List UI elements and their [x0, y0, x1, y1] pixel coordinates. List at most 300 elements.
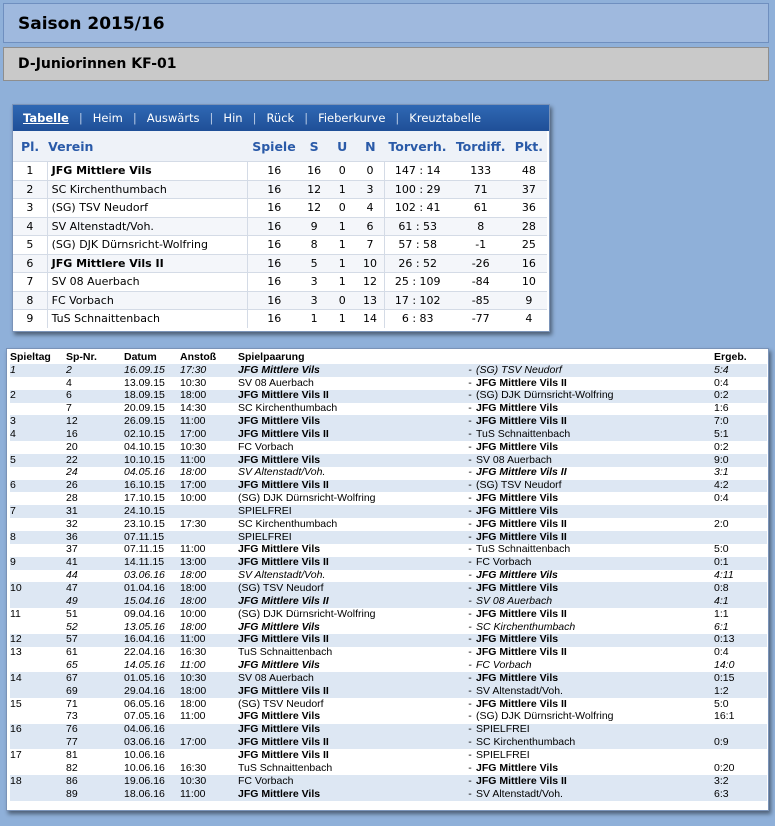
result-cell: 4:11	[714, 569, 734, 582]
rank-cell: 1	[13, 162, 47, 181]
home-team: JFG Mittlere Vils	[238, 724, 464, 737]
goal-diff-cell: 133	[451, 162, 511, 181]
wins-cell: 8	[300, 236, 328, 255]
col-header-spnr: Sp-Nr.	[66, 350, 97, 363]
matchday-cell: 5	[10, 454, 66, 467]
away-team: (SG) TSV Neudorf	[476, 480, 714, 493]
fixtures-panel	[6, 348, 769, 811]
date-cell: 16.04.16	[124, 634, 180, 647]
matchday-cell: 16	[10, 724, 66, 737]
standings-row	[13, 310, 547, 328]
away-team: JFG Mittlere Vils	[476, 582, 714, 595]
kickoff-cell: 10:30	[180, 441, 207, 453]
losses-cell: 12	[356, 273, 384, 292]
standings-row	[13, 291, 547, 310]
vs-dash: -	[468, 659, 472, 672]
away-team: FC Vorbach	[476, 557, 714, 570]
away-team: JFG Mittlere Vils	[476, 569, 558, 582]
col-header-n[interactable]: N	[356, 131, 384, 162]
match-number-cell: 6	[66, 390, 124, 403]
vs-dash: -	[468, 710, 472, 723]
team-name: (SG) TSV Neudorf	[47, 199, 248, 218]
vs-dash: -	[464, 685, 476, 698]
team-name: JFG Mittlere Vils	[47, 162, 248, 181]
kickoff-cell: 17:30	[180, 364, 238, 377]
kickoff-cell: 17:00	[180, 480, 238, 493]
away-team: JFG Mittlere Vils II	[476, 518, 567, 530]
fixture-row	[10, 480, 767, 493]
vs-dash: -	[468, 762, 472, 774]
vs-dash: -	[464, 505, 476, 518]
losses-cell: 4	[356, 199, 384, 218]
rank-cell: 9	[13, 310, 47, 328]
home-team: SV Altenstadt/Voh.	[238, 569, 326, 582]
points-cell: 9	[511, 291, 547, 310]
col-header-verein[interactable]: Verein	[47, 131, 248, 162]
vs-dash: -	[464, 364, 476, 377]
away-team: JFG Mittlere Vils II	[476, 775, 714, 788]
home-team: JFG Mittlere Vils	[238, 454, 464, 467]
tab-auswaerts[interactable]: Auswärts	[146, 111, 200, 125]
goal-diff-cell: -26	[451, 254, 511, 273]
wins-cell: 12	[300, 180, 328, 199]
kickoff-cell: 11:00	[180, 415, 238, 428]
fixture-row	[10, 634, 767, 647]
fixture-row	[10, 582, 767, 595]
fixture-row	[10, 557, 767, 570]
standings-row	[13, 254, 547, 273]
vs-dash: -	[464, 672, 476, 685]
tab-heim[interactable]: Heim	[92, 111, 123, 125]
home-team: SV 08 Auerbach	[238, 672, 464, 685]
home-team: SPIELFREI	[238, 531, 464, 544]
home-team: JFG Mittlere Vils II	[238, 595, 464, 608]
match-number-cell: 61	[66, 646, 78, 659]
date-cell: 04.05.16	[124, 466, 165, 479]
result-cell	[714, 531, 767, 544]
matchday-cell	[10, 467, 66, 480]
away-team: JFG Mittlere Vils II	[476, 376, 567, 389]
away-team: SC Kirchenthumbach	[476, 620, 576, 633]
draws-cell: 1	[328, 310, 356, 328]
fixture-row	[10, 647, 767, 660]
col-header-spiele[interactable]: Spiele	[248, 131, 300, 162]
date-cell: 10.10.15	[124, 454, 180, 467]
fixture-row	[10, 659, 767, 672]
vs-dash: -	[468, 402, 472, 415]
date-cell: 07.05.16	[124, 710, 165, 723]
date-cell: 26.09.15	[124, 415, 180, 428]
home-team: SPIELFREI	[238, 505, 464, 518]
kickoff-cell: 17:00	[180, 428, 238, 441]
matchday-cell: 11	[10, 608, 21, 620]
date-cell: 16.09.15	[124, 364, 180, 377]
match-number-cell: 32	[66, 518, 78, 530]
home-team: JFG Mittlere Vils II	[238, 390, 464, 403]
fixture-row	[10, 685, 767, 698]
kickoff-cell: 11:00	[180, 634, 238, 647]
matchday-cell	[10, 762, 66, 775]
points-cell: 16	[511, 254, 547, 273]
kickoff-cell: 11:00	[180, 788, 238, 801]
draws-cell: 0	[328, 199, 356, 218]
col-header-torverh[interactable]: Torverh.	[384, 131, 450, 162]
fixture-row	[10, 505, 767, 518]
team-name: FC Vorbach	[47, 291, 248, 310]
result-cell: 0:2	[714, 441, 729, 453]
goal-diff-cell: -77	[451, 310, 511, 328]
matchday-cell: 18	[10, 775, 66, 788]
games-cell: 16	[248, 291, 300, 310]
vs-dash: -	[464, 531, 476, 544]
match-number-cell: 89	[66, 788, 124, 801]
fixture-row	[10, 672, 767, 685]
matchday-cell	[10, 492, 66, 505]
home-team: JFG Mittlere Vils	[238, 543, 321, 556]
goals-cell: 100 : 29	[384, 180, 450, 199]
fixture-row	[10, 788, 767, 801]
date-cell: 15.04.16	[124, 595, 180, 608]
col-header-u[interactable]: U	[328, 131, 356, 162]
games-cell: 16	[248, 180, 300, 199]
draws-cell: 1	[328, 254, 356, 273]
draws-cell: 1	[328, 273, 356, 292]
matchday-cell: 2	[10, 390, 66, 403]
kickoff-cell: 10:30	[180, 775, 238, 788]
match-number-cell: 16	[66, 428, 124, 441]
goals-cell: 25 : 109	[384, 273, 450, 292]
kickoff-cell: 11:00	[180, 710, 206, 723]
result-cell	[714, 749, 767, 762]
matchday-cell: 17	[10, 749, 22, 761]
result-cell: 5:1	[714, 428, 767, 441]
losses-cell: 6	[356, 217, 384, 236]
kickoff-cell: 16:30	[180, 646, 207, 659]
col-header-spielpaarung: Spielpaarung	[238, 350, 305, 363]
season-title: Saison 2015/16	[3, 3, 769, 43]
tab-tabelle[interactable]: Tabelle	[23, 111, 69, 125]
match-number-cell: 24	[66, 466, 78, 479]
vs-dash: -	[468, 608, 472, 620]
date-cell: 14.11.15	[124, 557, 180, 570]
kickoff-cell: 18:00	[180, 685, 238, 698]
standings-row	[13, 273, 547, 292]
result-cell: 1:1	[714, 608, 729, 620]
away-team: SPIELFREI	[476, 724, 714, 737]
result-cell: 1:6	[714, 402, 729, 415]
kickoff-cell: 13:00	[180, 557, 238, 570]
result-cell: 3:2	[714, 775, 767, 788]
date-cell: 29.04.16	[124, 685, 180, 698]
col-header-pl[interactable]: Pl.	[13, 131, 47, 162]
fixture-row	[10, 364, 767, 377]
away-team: SV Altenstadt/Voh.	[476, 788, 714, 801]
col-header-ergeb: Ergeb.	[714, 350, 747, 363]
date-cell: 04.10.15	[124, 441, 165, 453]
date-cell: 06.05.16	[124, 697, 165, 710]
match-number-cell: 31	[66, 505, 124, 518]
fixture-row	[10, 736, 767, 749]
match-number-cell: 52	[66, 620, 78, 633]
points-cell: 37	[511, 180, 547, 199]
away-team: (SG) DJK Dürnsricht-Wolfring	[476, 710, 614, 723]
result-cell: 0:15	[714, 672, 767, 685]
goal-diff-cell: -1	[451, 236, 511, 255]
goals-cell: 102 : 41	[384, 199, 450, 218]
away-team: JFG Mittlere Vils II	[476, 697, 567, 710]
games-cell: 16	[248, 310, 300, 328]
result-cell: 0:4	[714, 646, 729, 659]
tab-rueck[interactable]: Rück	[266, 111, 295, 125]
date-cell: 20.09.15	[124, 402, 165, 415]
col-header-pkt[interactable]: Pkt.	[511, 131, 547, 162]
match-number-cell: 37	[66, 543, 78, 556]
away-team: SV 08 Auerbach	[476, 454, 714, 467]
away-team: SC Kirchenthumbach	[476, 736, 714, 749]
fixture-row	[10, 570, 767, 583]
kickoff-cell: 17:00	[180, 736, 238, 749]
kickoff-cell: 10:30	[180, 672, 238, 685]
result-cell: 0:4	[714, 492, 729, 505]
rank-cell: 3	[13, 199, 47, 218]
fixture-row	[10, 724, 767, 737]
result-cell: 4:1	[714, 595, 767, 608]
result-cell: 6:1	[714, 620, 729, 633]
matchday-cell	[10, 788, 66, 801]
fixture-row	[10, 698, 767, 711]
match-number-cell: 76	[66, 724, 124, 737]
kickoff-cell: 11:00	[180, 543, 206, 556]
fixture-row	[10, 390, 767, 403]
matchday-cell	[10, 685, 66, 698]
kickoff-cell: 18:00	[180, 697, 207, 710]
date-cell: 04.06.16	[124, 724, 180, 737]
away-team: TuS Schnaittenbach	[476, 428, 714, 441]
away-team: TuS Schnaittenbach	[476, 543, 571, 556]
match-number-cell: 67	[66, 672, 124, 685]
vs-dash: -	[464, 724, 476, 737]
fixture-row	[10, 608, 767, 621]
col-header-datum: Datum	[124, 350, 157, 363]
vs-dash: -	[464, 582, 476, 595]
col-header-anstoss: Anstoß	[180, 350, 217, 363]
away-team: JFG Mittlere Vils II	[476, 415, 714, 428]
standings-row	[13, 180, 547, 199]
fixture-row	[10, 775, 767, 788]
home-team: SV Altenstadt/Voh.	[238, 466, 326, 479]
fixture-row	[10, 377, 767, 390]
col-header-tordiff[interactable]: Tordiff.	[451, 131, 511, 162]
rank-cell: 6	[13, 254, 47, 273]
fixture-row	[10, 749, 767, 762]
home-team: JFG Mittlere Vils II	[238, 736, 464, 749]
match-number-cell: 73	[66, 710, 78, 723]
date-cell: 01.05.16	[124, 672, 180, 685]
vs-dash: -	[464, 634, 476, 647]
vs-dash: -	[464, 415, 476, 428]
match-number-cell: 71	[66, 697, 78, 710]
home-team: JFG Mittlere Vils II	[238, 685, 464, 698]
fixture-row	[10, 518, 767, 531]
matchday-cell: 13	[10, 646, 22, 659]
kickoff-cell: 16:30	[180, 762, 207, 774]
date-cell: 13.09.15	[124, 376, 165, 389]
col-header-spieltag: Spieltag	[10, 350, 51, 363]
away-team: JFG Mittlere Vils	[476, 672, 714, 685]
result-cell: 4:2	[714, 480, 767, 493]
vs-dash: -	[468, 646, 472, 659]
tab-hin[interactable]: Hin	[223, 111, 243, 125]
goals-cell: 57 : 58	[384, 236, 450, 255]
result-cell: 3:1	[714, 466, 729, 479]
standings-table	[13, 131, 547, 328]
rank-cell: 8	[13, 291, 47, 310]
away-team: SPIELFREI	[476, 749, 530, 761]
vs-dash: -	[468, 376, 472, 389]
standings-row	[13, 199, 547, 218]
away-team: JFG Mittlere Vils	[476, 441, 559, 453]
date-cell: 07.11.15	[124, 531, 180, 544]
matchday-cell: 3	[10, 415, 66, 428]
wins-cell: 3	[300, 291, 328, 310]
games-cell: 16	[248, 254, 300, 273]
matchday-cell: 10	[10, 582, 66, 595]
points-cell: 10	[511, 273, 547, 292]
fixture-row	[10, 544, 767, 557]
match-number-cell: 51	[66, 608, 78, 620]
away-team: JFG Mittlere Vils II	[476, 531, 714, 544]
goals-cell: 17 : 102	[384, 291, 450, 310]
result-cell: 5:0	[714, 697, 729, 710]
fixture-row	[10, 531, 767, 544]
vs-dash: -	[468, 466, 472, 479]
kickoff-cell: 18:00	[180, 569, 207, 582]
date-cell: 10.06.16	[124, 749, 165, 761]
date-cell: 09.04.16	[124, 608, 165, 620]
matchday-cell	[10, 711, 66, 724]
vs-dash: -	[468, 569, 472, 582]
match-number-cell: 47	[66, 582, 124, 595]
draws-cell: 1	[328, 180, 356, 199]
rank-cell: 2	[13, 180, 47, 199]
home-team: JFG Mittlere Vils	[238, 364, 464, 377]
away-team: JFG Mittlere Vils II	[476, 466, 567, 479]
result-cell: 5:4	[714, 364, 767, 377]
kickoff-cell: 18:00	[180, 390, 238, 403]
standings-row	[13, 162, 547, 181]
date-cell: 19.06.16	[124, 775, 180, 788]
date-cell: 14.05.16	[124, 659, 165, 672]
kickoff-cell	[180, 531, 238, 544]
tab-fieberkurve[interactable]: Fieberkurve	[318, 111, 386, 125]
losses-cell: 7	[356, 236, 384, 255]
goals-cell: 6 : 83	[384, 310, 450, 328]
wins-cell: 12	[300, 199, 328, 218]
matchday-cell	[10, 441, 66, 454]
home-team: SV 08 Auerbach	[238, 376, 314, 389]
match-number-cell: 2	[66, 364, 124, 377]
vs-dash: -	[464, 480, 476, 493]
date-cell: 02.10.15	[124, 428, 180, 441]
tab-kreuztabelle[interactable]: Kreuztabelle	[409, 111, 482, 125]
points-cell: 28	[511, 217, 547, 236]
kickoff-cell: 14:30	[180, 402, 207, 415]
vs-dash: -	[468, 697, 472, 710]
home-team: JFG Mittlere Vils II	[238, 480, 464, 493]
points-cell: 25	[511, 236, 547, 255]
losses-cell: 13	[356, 291, 384, 310]
vs-dash: -	[464, 390, 476, 403]
result-cell: 0:8	[714, 582, 767, 595]
fixture-row	[10, 415, 767, 428]
kickoff-cell: 18:00	[180, 620, 207, 633]
date-cell: 01.04.16	[124, 582, 180, 595]
matchday-cell	[10, 595, 66, 608]
date-cell: 03.06.16	[124, 569, 165, 582]
match-number-cell: 44	[66, 569, 78, 582]
away-team: (SG) DJK Dürnsricht-Wolfring	[476, 390, 714, 403]
games-cell: 16	[248, 217, 300, 236]
tab-bar: Tabelle | Heim | Auswärts | Hin | Rück | Fieberkurve | Kreuztabelle	[13, 105, 549, 131]
result-cell: 0:4	[714, 376, 729, 389]
col-header-s[interactable]: S	[300, 131, 328, 162]
match-number-cell: 20	[66, 441, 78, 453]
goal-diff-cell: -85	[451, 291, 511, 310]
goal-diff-cell: -84	[451, 273, 511, 292]
matchday-cell	[10, 518, 66, 531]
goals-cell: 61 : 53	[384, 217, 450, 236]
kickoff-cell: 18:00	[180, 466, 207, 479]
result-cell: 2:0	[714, 518, 729, 530]
games-cell: 16	[248, 273, 300, 292]
home-team: JFG Mittlere Vils II	[238, 428, 464, 441]
kickoff-cell: 18:00	[180, 595, 238, 608]
matchday-cell	[10, 544, 66, 557]
away-team: FC Vorbach	[476, 659, 532, 672]
vs-dash: -	[464, 736, 476, 749]
date-cell: 07.11.15	[124, 543, 165, 556]
home-team: JFG Mittlere Vils II	[238, 557, 464, 570]
result-cell: 5:0	[714, 543, 729, 556]
goal-diff-cell: 71	[451, 180, 511, 199]
vs-dash: -	[464, 775, 476, 788]
result-cell: 14:0	[714, 659, 735, 672]
home-team: SC Kirchenthumbach	[238, 402, 338, 415]
result-cell: 1:2	[714, 685, 767, 698]
standings-row	[13, 217, 547, 236]
result-cell: 0:13	[714, 634, 767, 647]
match-number-cell: 77	[66, 736, 124, 749]
home-team: JFG Mittlere Vils	[238, 710, 321, 723]
draws-cell: 0	[328, 162, 356, 181]
matchday-cell	[10, 621, 66, 634]
fixture-row	[10, 403, 767, 416]
fixture-row	[10, 762, 767, 775]
home-team: (SG) TSV Neudorf	[238, 697, 324, 710]
fixtures-table	[10, 351, 767, 801]
match-number-cell: 57	[66, 634, 124, 647]
fixture-row	[10, 454, 767, 467]
wins-cell: 1	[300, 310, 328, 328]
result-cell: 16:1	[714, 710, 735, 723]
away-team: JFG Mittlere Vils	[476, 634, 714, 647]
match-number-cell: 65	[66, 659, 78, 672]
rank-cell: 7	[13, 273, 47, 292]
matchday-cell	[10, 403, 66, 416]
team-name: SC Kirchenthumbach	[47, 180, 248, 199]
home-team: FC Vorbach	[238, 441, 294, 453]
fixture-row	[10, 492, 767, 505]
